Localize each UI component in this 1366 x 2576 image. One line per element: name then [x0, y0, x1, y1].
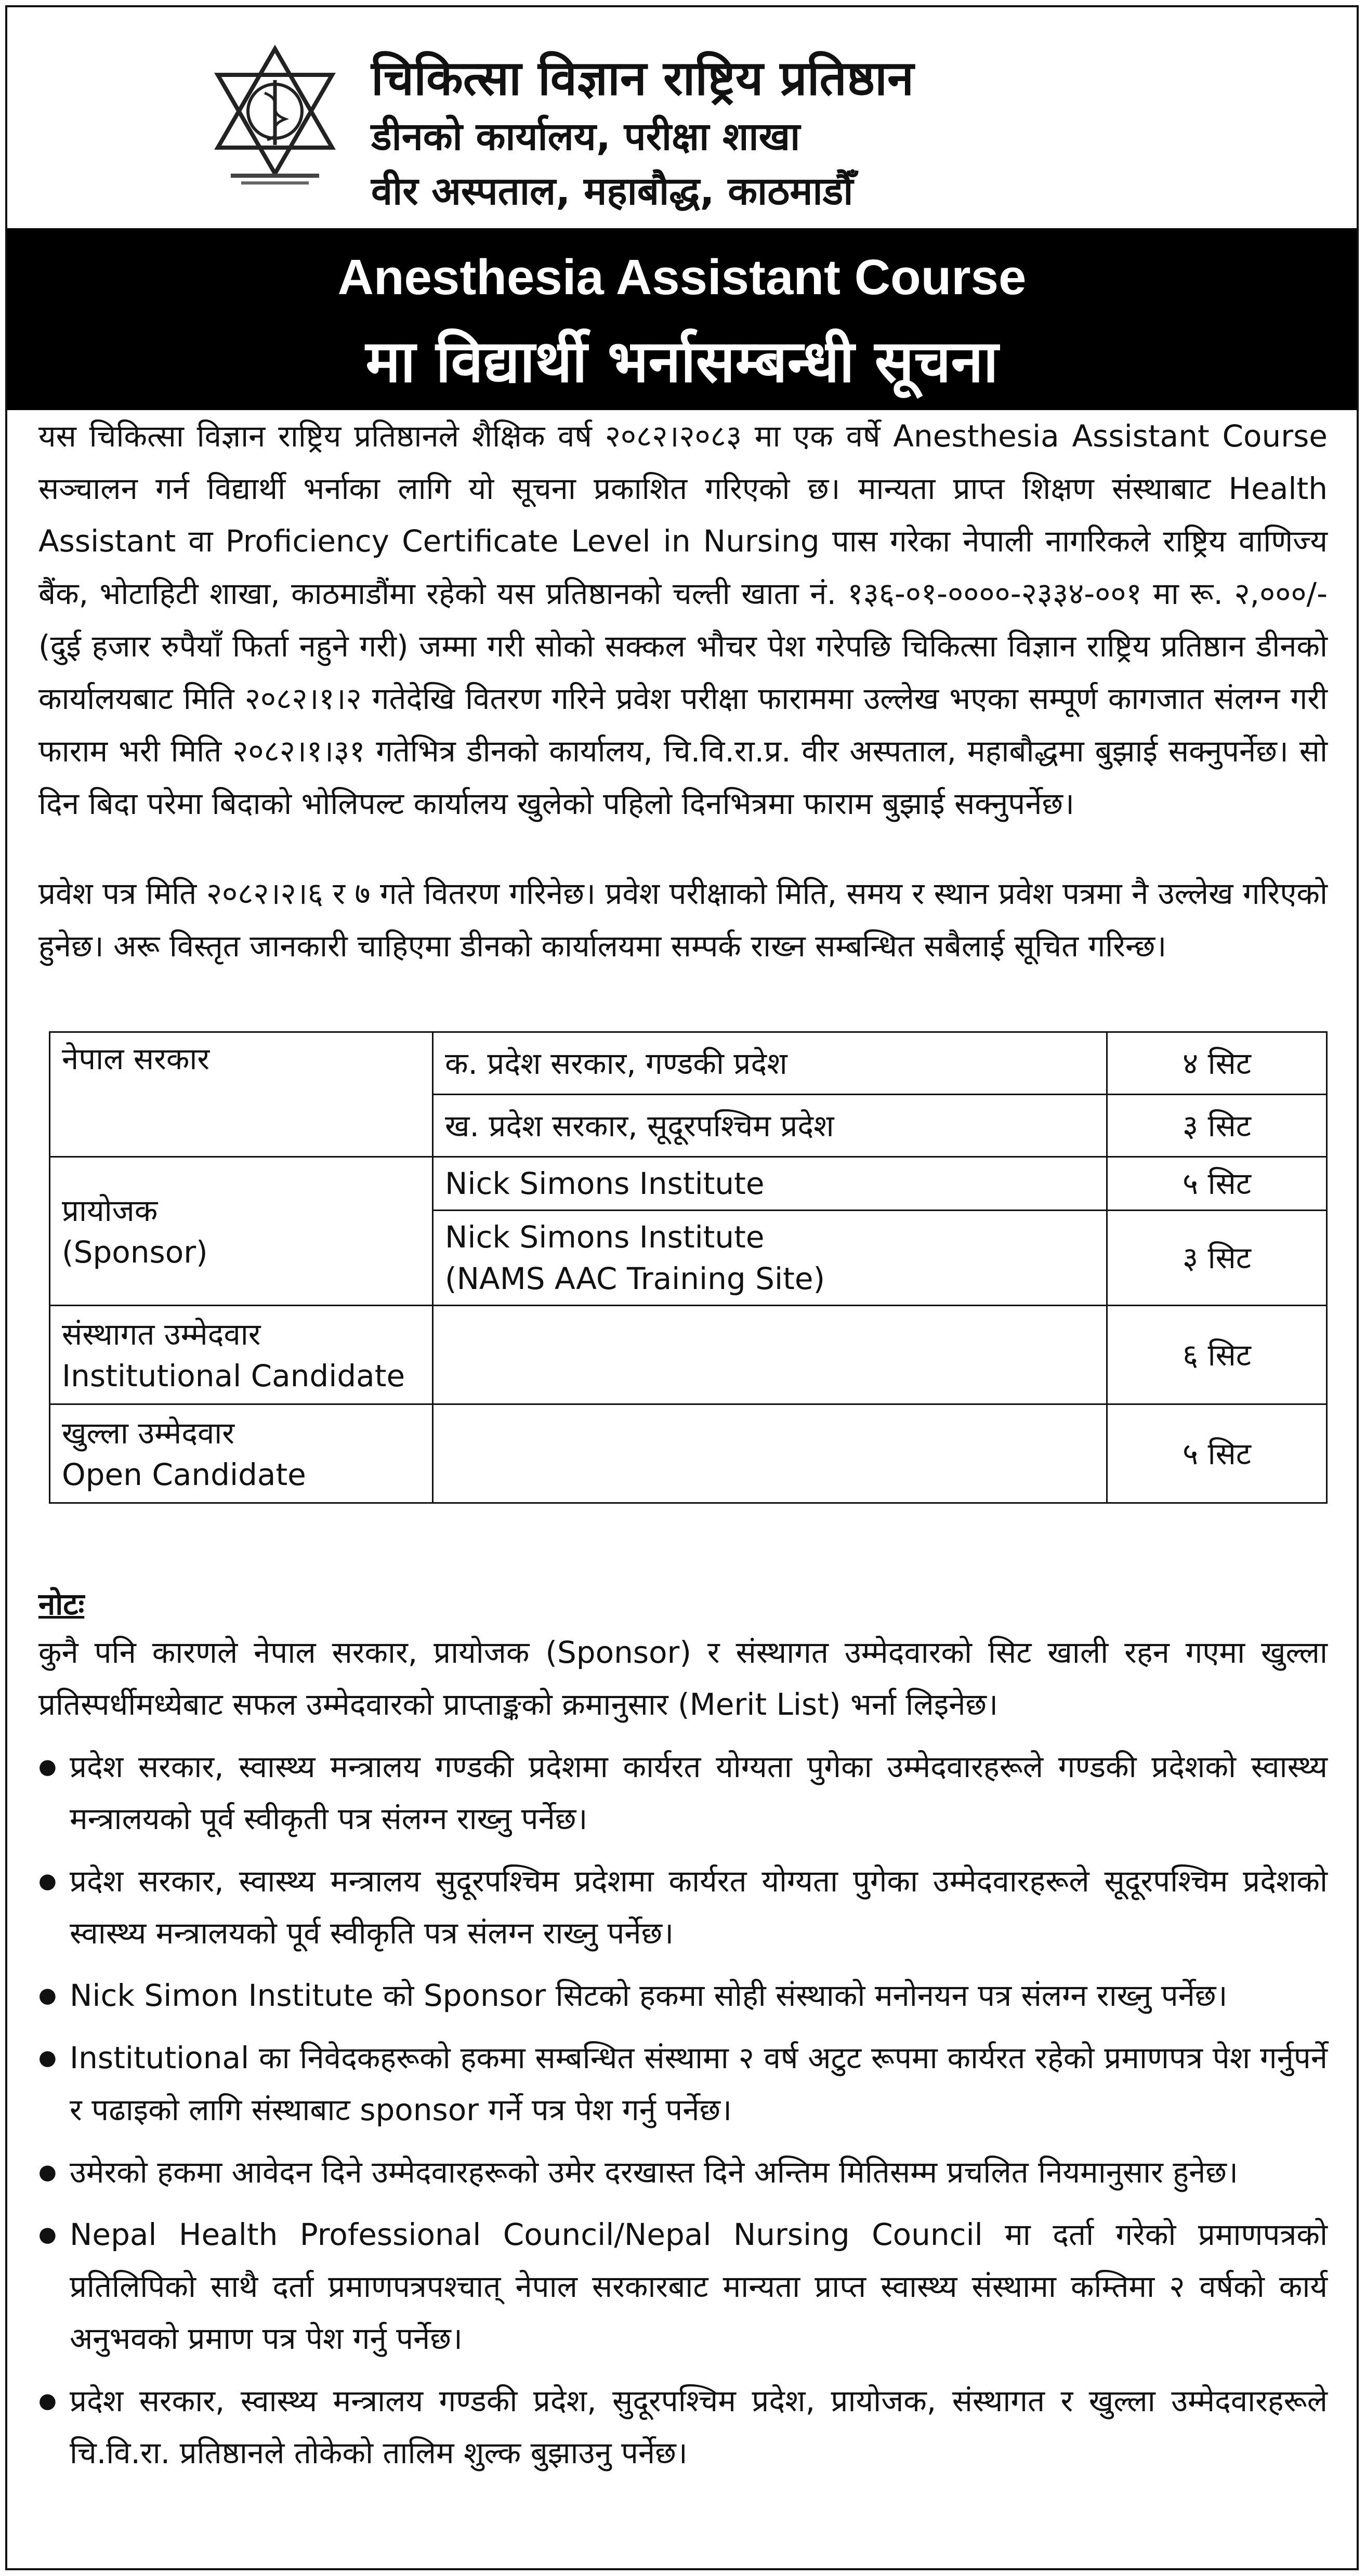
office-name: डीनको कार्यालय, परीक्षा शाखा	[371, 114, 800, 159]
notice-subtitle: मा विद्यार्थी भर्नासम्बन्धी सूचना	[365, 328, 999, 396]
quota-line: Nick Simons Institute	[445, 1219, 765, 1255]
category-cell	[50, 1306, 433, 1404]
seat-count: ४ सिट	[1107, 1032, 1327, 1095]
seat-count: ६ सिट	[1107, 1306, 1327, 1404]
category-label-en: Institutional Candidate	[62, 1358, 405, 1394]
table-row	[50, 1404, 1327, 1503]
quota-cell: क. प्रदेश सरकार, गण्डकी प्रदेश	[433, 1032, 1107, 1095]
office-address: वीर अस्पताल, महाबौद्ध, काठमाडौँ	[371, 169, 853, 214]
quota-line: (NAMS AAC Training Site)	[445, 1261, 825, 1296]
category-cell	[50, 1404, 433, 1503]
seat-count: ५ सिट	[1107, 1157, 1327, 1211]
seat-count: ३ सिट	[1107, 1095, 1327, 1157]
notice-paragraph-1: यस चिकित्सा विज्ञान राष्ट्रिय प्रतिष्ठानले शैक्षिक वर्ष २०८२।२०८३ मा एक वर्षे Anesthesia Assistant Course सञ्चालन गर्न विद्यार्थी भर्नाका लागि यो सूचना प्रकाशित गरिएको छ। मान्यता प्राप्त शिक्षण संस्थाबाट Health Assistant वा Proficiency Certificate Level in Nursing पास गरेका नेपाली नागरिकले राष्ट्रिय वाणिज्य बैंक, भोटाहिटी शाखा, काठमाडौंमा रहेको यस प्रतिष्ठानको चल्ती खाता नं. १३६-०१-००००-२३३४-००१ मा रू. २,०००/- (दुई हजार रुपैयाँ फिर्ता नहुने गरी) जम्मा गरी सोको सक्कल भौचर पेश गरेपछि चिकित्सा विज्ञान राष्ट्रिय प्रतिष्ठान डीनको कार्यालयबाट मिति २०८२।१।२ गतेदेखि वितरण गरिने प्रवेश परीक्षा फाराममा उल्लेख भएका सम्पूर्ण कागजात संलग्न गरी फाराम भरी मिति २०८२।१।३१ गतेभित्र डीनको कार्यालय, चि.वि.रा.प्र. वीर अस्पताल, महाबौद्धमा बुझाई सक्नुपर्नेछ। सो दिन बिदा परेमा बिदाको भोलिपल्ट कार्यालय खुलेको पहिलो दिनभित्रमा फाराम बुझाई सक्नुपर्नेछ।	[38, 418, 1328, 821]
category-label-np: संस्थागत उम्मेदवार	[62, 1316, 261, 1352]
institute-name: चिकित्सा विज्ञान राष्ट्रिय प्रतिष्ठान	[371, 50, 914, 106]
category-cell	[50, 1157, 433, 1306]
category-label-en: Open Candidate	[62, 1456, 306, 1492]
course-title: Anesthesia Assistant Course	[337, 249, 1027, 305]
notice-banner	[7, 228, 1357, 410]
table-row	[50, 1157, 1327, 1211]
table-row	[50, 1306, 1327, 1404]
quota-cell	[433, 1306, 1107, 1404]
seat-count: ३ सिट	[1107, 1211, 1327, 1306]
seat-count: ५ सिट	[1107, 1404, 1327, 1503]
category-label-np: खुल्ला उम्मेदवार	[62, 1415, 234, 1451]
quota-cell	[433, 1211, 1107, 1306]
list-item: ● प्रदेश सरकार, स्वास्थ्य मन्त्रालय गण्डकी प्रदेश, सुदूरपश्चिम प्रदेश, प्रायोजक, संस्थागत र खुल्ला उम्मेदवारहरूले चि.वि.रा. प्रतिष्ठानले तोकेको तालिम शुल्क बुझाउनु पर्नेछ।	[38, 2375, 1328, 2479]
list-item: ● Institutional का निवेदकहरूको हकमा सम्बन्धित संस्थामा २ वर्ष अटुट रूपमा कार्यरत रहेको प्रमाणपत्र पेश गर्नुपर्ने र पढाइको लागि संस्थाबाट sponsor गर्ने पत्र पेश गर्नु पर्नेछ।	[38, 2032, 1328, 2136]
list-item: ● प्रदेश सरकार, स्वास्थ्य मन्त्रालय सुदूरपश्चिम प्रदेशमा कार्यरत योग्यता पुगेका उम्मेदवारहरूले सूदूरपश्चिम प्रदेशको स्वास्थ्य मन्त्रालयको पूर्व स्वीकृति पत्र संलग्न राख्नु पर्नेछ।	[38, 1855, 1328, 1959]
quota-cell: Nick Simons Institute	[433, 1157, 1107, 1211]
category-label-en: (Sponsor)	[62, 1234, 208, 1270]
category-label-np: प्रायोजक	[62, 1192, 158, 1228]
seat-table	[49, 1031, 1328, 1504]
category-cell: नेपाल सरकार	[50, 1032, 433, 1157]
notes-intro: कुनै पनि कारणले नेपाल सरकार, प्रायोजक (Sponsor) र संस्थागत उम्मेदवारको सिट खाली रहन गएमा खुल्ला प्रतिस्पर्धीमध्येबाट सफल उम्मेदवारको प्राप्ताङ्कको क्रमानुसार (Merit List) भर्ना लिइनेछ।	[38, 1635, 1328, 1722]
notes-heading: नोटः	[38, 1586, 85, 1622]
notice-paragraph-2: प्रवेश पत्र मिति २०८२।२।६ र ७ गते वितरण गरिनेछ। प्रवेश परीक्षाको मिति, समय र स्थान प्रवेश पत्रमा नै उल्लेख गरिएको हुनेछ। अरू विस्तृत जानकारी चाहिएमा डीनको कार्यालयमा सम्पर्क राख्न सम्बन्धित सबैलाई सूचित गरिन्छ।	[38, 876, 1328, 964]
page-border	[5, 5, 1359, 2570]
list-item: ● प्रदेश सरकार, स्वास्थ्य मन्त्रालय गण्डकी प्रदेशमा कार्यरत योग्यता पुगेका उम्मेदवारहरूले गण्डकी प्रदेशको स्वास्थ्य मन्त्रालयको पूर्व स्वीकृती पत्र संलग्न राख्नु पर्नेछ।	[38, 1741, 1328, 1845]
list-item: ● उमेरको हकमा आवेदन दिने उम्मेदवारहरूको उमेर दरखास्त दिने अन्तिम मितिसम्म प्रचलित नियमानुसार हुनेछ।	[38, 2146, 1328, 2198]
quota-cell: ख. प्रदेश सरकार, सूदूरपश्चिम प्रदेश	[433, 1095, 1107, 1157]
institute-logo-icon	[210, 44, 340, 189]
list-item: ● Nepal Health Professional Council/Nepal Nursing Council मा दर्ता गरेको प्रमाणपत्रको प्रतिलिपिको साथै दर्ता प्रमाणपत्रपश्चात् नेपाल सरकारबाट मान्यता प्राप्त स्वास्थ्य संस्थामा कम्तिमा २ वर्षको कार्य अनुभवको प्रमाण पत्र पेश गर्नु पर्नेछ।	[38, 2209, 1328, 2364]
notes-list	[38, 1741, 1328, 2489]
letterhead	[7, 7, 1361, 236]
list-item: ● Nick Simon Institute को Sponsor सिटको हकमा सोही संस्थाको मनोनयन पत्र संलग्न राख्नु पर्नेछ।	[38, 1969, 1328, 2021]
quota-cell	[433, 1404, 1107, 1503]
table-row	[50, 1032, 1327, 1095]
